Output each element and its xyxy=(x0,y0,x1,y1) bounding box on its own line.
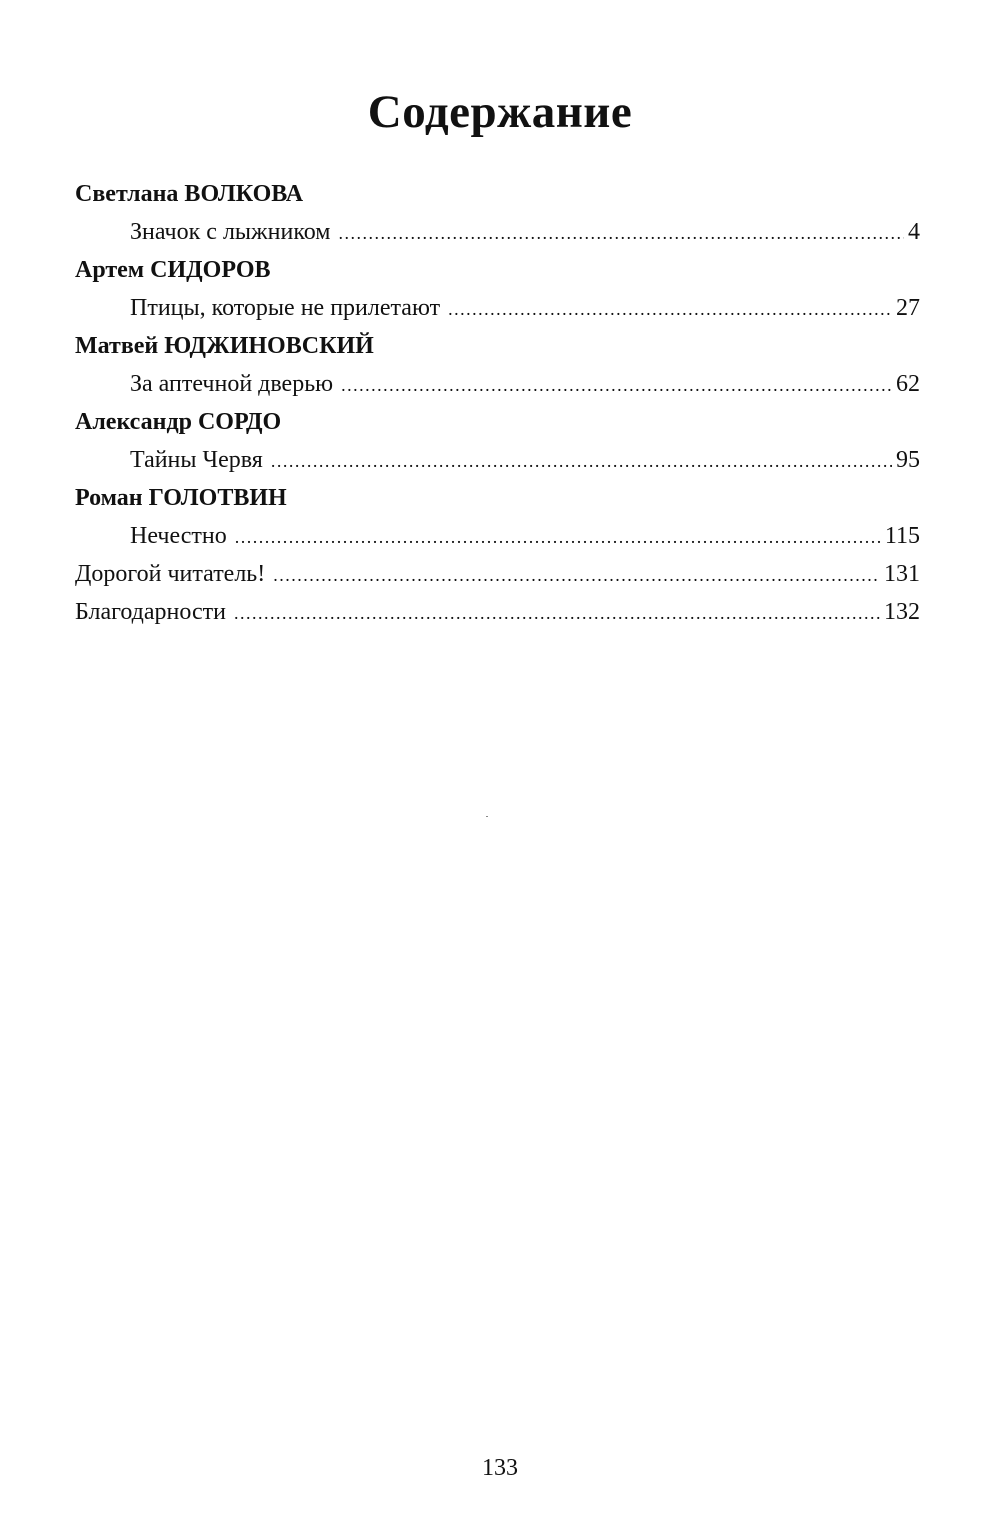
toc-author: Артем СИДОРОВ xyxy=(75,257,271,283)
toc-entry-page: 4 xyxy=(908,219,920,245)
toc-entry-title: Нечестно xyxy=(130,523,227,549)
toc-entry-page: 131 xyxy=(884,561,920,587)
toc-entry-page: 132 xyxy=(884,599,920,625)
toc-entry-title: Дорогой читатель! xyxy=(75,561,266,587)
print-speck xyxy=(486,816,488,817)
toc-entry-page: 62 xyxy=(896,371,920,397)
dot-leader xyxy=(235,518,881,556)
toc-entry[interactable] xyxy=(75,441,920,479)
page-number: 133 xyxy=(482,1455,518,1481)
dot-leader xyxy=(273,556,880,594)
dot-leader xyxy=(234,594,880,632)
toc-author: Матвей ЮДЖИНОВСКИЙ xyxy=(75,333,374,359)
table-of-contents xyxy=(75,175,920,631)
dot-leader xyxy=(341,366,892,404)
toc-author: Александр СОРДО xyxy=(75,409,282,435)
toc-entry-title: Значок с лыжником xyxy=(130,219,331,245)
dot-leader xyxy=(271,442,892,480)
toc-author: Светлана ВОЛКОВА xyxy=(75,181,304,207)
toc-author: Роман ГОЛОТВИН xyxy=(75,485,287,511)
toc-entry[interactable] xyxy=(75,517,920,555)
toc-entry[interactable] xyxy=(75,365,920,403)
toc-entry-page: 27 xyxy=(896,295,920,321)
toc-entry-title: Птицы, которые не прилетают xyxy=(130,295,441,321)
toc-entry[interactable] xyxy=(75,289,920,327)
toc-entry-title: Благодарности xyxy=(75,599,226,625)
toc-entry-title: Тайны Червя xyxy=(130,447,263,473)
toc-entry-acknowledgements[interactable] xyxy=(75,593,920,631)
toc-entry[interactable] xyxy=(75,213,920,251)
page-title: Содержание xyxy=(367,86,633,138)
toc-entry-title: За аптечной дверью xyxy=(130,371,334,397)
dot-leader xyxy=(448,290,892,328)
toc-entry-page: 95 xyxy=(896,447,920,473)
toc-entry-reader-letter[interactable] xyxy=(75,555,920,593)
toc-entry-page: 115 xyxy=(884,523,920,549)
dot-leader xyxy=(338,214,904,252)
